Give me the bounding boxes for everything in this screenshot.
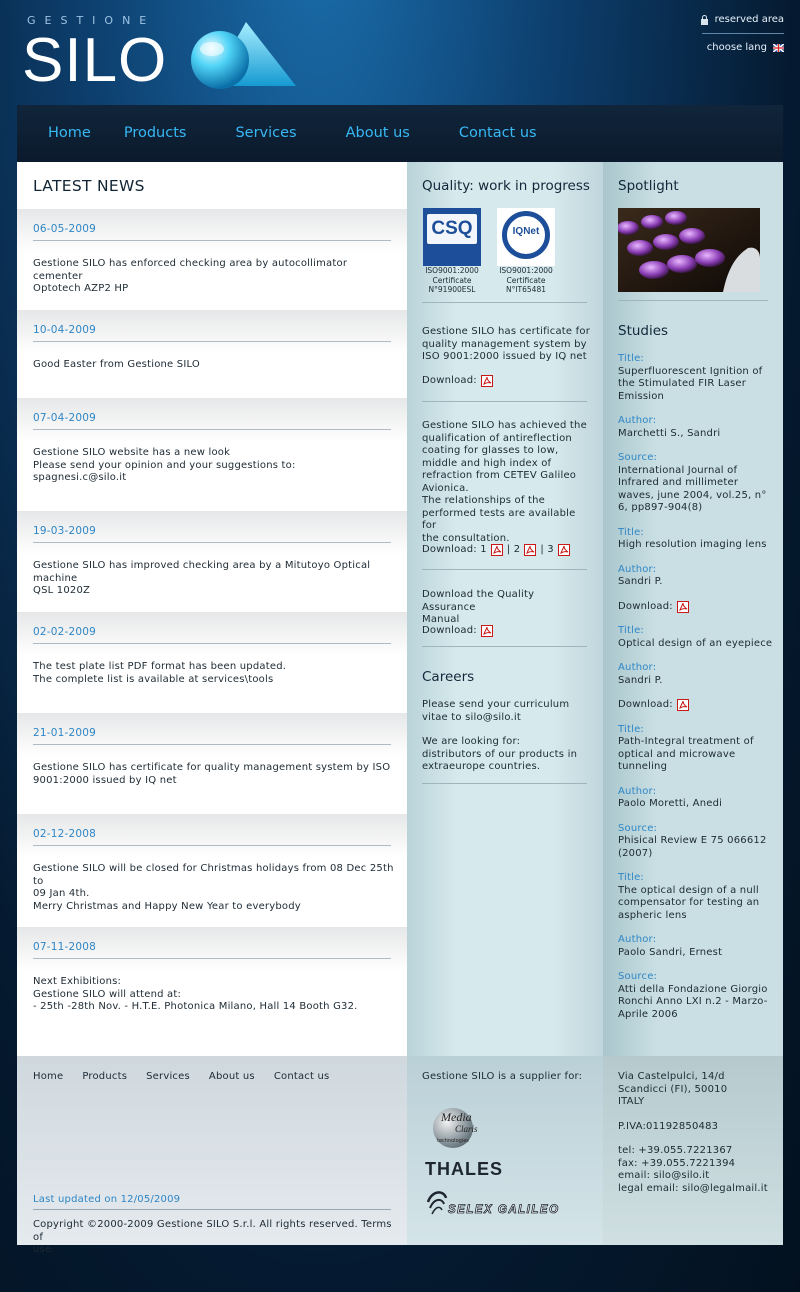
- pdf-icon[interactable]: [677, 699, 689, 711]
- selex-logo: SELEX GALILEO: [426, 1188, 576, 1222]
- quality-title: Quality: work in progress: [422, 178, 590, 194]
- news-line: Gestione SILO will attend at:: [33, 988, 182, 1000]
- footer-link-contact-us[interactable]: Contact us: [273, 1071, 330, 1082]
- news-date[interactable]: 06-05-2009: [33, 223, 97, 235]
- study-author-label: Author:: [618, 563, 657, 575]
- quality-block-3: Download the Quality Assurance Manual: [422, 589, 535, 625]
- study-author-label: Author:: [618, 785, 657, 797]
- download-row: Download:: [422, 625, 493, 638]
- pdf-icon[interactable]: [677, 601, 689, 613]
- study-author: Sandri P.: [618, 576, 663, 587]
- news-date[interactable]: 02-12-2008: [33, 828, 97, 840]
- choose-lang-link[interactable]: [700, 42, 784, 53]
- study-author: Sandri P.: [618, 674, 663, 686]
- fax: fax: +39.055.7221394: [618, 1157, 736, 1169]
- careers-email-link[interactable]: vitae to silo@silo.it: [422, 711, 521, 723]
- phone: tel: +39.055.7221367: [618, 1145, 733, 1156]
- study-source: Atti della Fondazione Giorgio: [618, 983, 768, 995]
- quality-block-1: Gestione SILO has certificate for quality management system by ISO 9001:2000 issued by IQ net: [422, 326, 591, 362]
- study-title-label: Title:: [618, 526, 644, 538]
- pdf-icon[interactable]: [491, 544, 503, 556]
- study-source: International Journal of: [618, 464, 738, 476]
- news-line: Optotech AZP2 HP: [33, 283, 129, 294]
- download-row: Download:: [618, 699, 778, 712]
- spotlight-lens-image[interactable]: [618, 208, 760, 292]
- mediaclaris-logo: Media Claris technologies: [429, 1104, 491, 1150]
- study-title[interactable]: Path-Integral treatment of: [618, 736, 754, 747]
- study-source: waves, june 2004, vol.25, n°: [618, 489, 767, 501]
- nav-products[interactable]: Products: [123, 125, 187, 141]
- study-source-label: Source:: [618, 452, 658, 463]
- footer-link-services[interactable]: Services: [146, 1071, 190, 1082]
- footer-link-home[interactable]: Home: [33, 1071, 64, 1082]
- brand-subtitle: GESTIONE: [27, 14, 156, 27]
- study-title-label: Title:: [618, 625, 644, 636]
- pdf-icon[interactable]: [524, 544, 536, 556]
- download-row: Download:: [618, 601, 778, 614]
- studies-title: Studies: [618, 323, 669, 339]
- nav-about-us[interactable]: About us: [345, 125, 410, 141]
- news-line: Good Easter from Gestione SILO: [33, 359, 200, 370]
- news-line: Gestione SILO has enforced checking area by autocollimator cementer: [33, 258, 348, 282]
- footer-nav: [33, 1071, 348, 1084]
- choose-lang-label: choose lang: [706, 42, 767, 53]
- news-line: Please send your opinion and your suggestions to:: [33, 459, 296, 471]
- selex-swirl-icon: [426, 1188, 448, 1218]
- reserved-area-label: reserved area: [714, 14, 784, 25]
- logo-icon: [190, 20, 300, 95]
- careers-text: Please send your curriculum vitae to silo@silo.it: [422, 699, 590, 724]
- footer-link-about-us[interactable]: About us: [208, 1071, 255, 1082]
- footer-address: [603, 1056, 783, 1245]
- nav-services[interactable]: Services: [235, 125, 297, 141]
- cert2-caption: ISO9001:2000 Certificate N°IT65481: [499, 266, 553, 294]
- uk-flag-icon: [773, 44, 784, 52]
- address-block: Via Castelpulci, 14/d Scandicci (FI), 50010 ITALY P.IVA:01192850483 tel: +39.055.7221367 fax: +39.055.7221394 email: silo@silo.it legal email: silo@legalmail.it: [618, 1071, 780, 1195]
- study-title-label: Title:: [618, 872, 644, 883]
- news-line: Gestione SILO has certificate for quality management system by ISO: [33, 762, 391, 773]
- study-source: 6, pp897-904(8): [618, 502, 703, 513]
- study-title[interactable]: tunneling: [618, 761, 668, 772]
- footer-link-products[interactable]: Products: [82, 1071, 128, 1082]
- download-row-multi: Download: 1 | 2 | 3: [422, 544, 570, 557]
- study-source: Ronchi Anno LXI n.2 - Marzo-: [618, 996, 768, 1007]
- news-line: Merry Christmas and Happy New Year to everybody: [33, 900, 301, 912]
- study-source: Aprile 2006: [618, 1008, 678, 1020]
- study-title[interactable]: aspheric lens: [618, 909, 687, 921]
- study-source-label: Source:: [618, 971, 658, 982]
- legal-email-link[interactable]: legal email: silo@legalmail.it: [618, 1182, 768, 1194]
- footer-left: [17, 1056, 407, 1255]
- quality-column: [407, 162, 603, 1056]
- study-author: Paolo Sandri, Ernest: [618, 946, 723, 958]
- news-date[interactable]: 19-03-2009: [33, 525, 97, 537]
- study-author: Paolo Moretti, Anedi: [618, 798, 723, 809]
- study-author-label: Author:: [618, 415, 657, 426]
- study-source: (2007): [618, 847, 653, 859]
- spotlight-column: [603, 162, 783, 1056]
- news-date[interactable]: 07-04-2009: [33, 412, 97, 424]
- download-row: Download:: [422, 375, 493, 388]
- brand-logo-text[interactable]: SILO: [22, 26, 168, 95]
- study-source-label: Source:: [618, 822, 658, 834]
- quality-block-2: Gestione SILO has achieved the qualification of antireflection coating for glasses to low, middle and high index of refraction from CETEV Galileo Avionica. The relationships of the performed tests are available for the consultation.: [422, 420, 587, 544]
- pdf-icon[interactable]: [481, 375, 493, 387]
- study-source: Infrared and millimeter: [618, 477, 739, 488]
- study-author-label: Author:: [618, 662, 657, 673]
- terms-link[interactable]: use.: [33, 1244, 55, 1255]
- copyright: Copyright ©2000-2009 Gestione SILO S.r.l. All rights reserved. Terms of use.: [33, 1219, 395, 1257]
- news-line: The complete list is available at services\tools: [33, 673, 274, 685]
- vat-number: P.IVA:01192850483: [618, 1120, 719, 1132]
- spotlight-title: Spotlight: [618, 178, 679, 194]
- study-author-label: Author:: [618, 934, 657, 945]
- study-title[interactable]: High resolution imaging lens: [618, 539, 767, 550]
- pdf-icon[interactable]: [481, 625, 493, 637]
- study-title[interactable]: Emission: [618, 390, 665, 402]
- thales-logo: THALES: [425, 1159, 503, 1179]
- pdf-icon[interactable]: [558, 544, 570, 556]
- news-line: 09 Jan 4th.: [33, 888, 90, 899]
- email-link[interactable]: email: silo@silo.it: [618, 1170, 710, 1181]
- news-column: [17, 162, 407, 1056]
- footer-suppliers: [407, 1056, 603, 1245]
- news-title: LATEST NEWS: [33, 177, 145, 195]
- study-title[interactable]: compensator for testing an: [618, 897, 760, 908]
- news-line: QSL 1020Z: [33, 585, 91, 596]
- nav-contact-us[interactable]: Contact us: [458, 125, 537, 141]
- reserved-area-link[interactable]: [700, 14, 784, 25]
- news-date[interactable]: 02-02-2009: [33, 626, 97, 638]
- last-updated: Last updated on 12/05/2009: [33, 1194, 181, 1205]
- study-title[interactable]: The optical design of a null: [618, 884, 759, 896]
- news-date[interactable]: 10-04-2009: [33, 324, 97, 336]
- news-date[interactable]: 07-11-2008: [33, 941, 97, 953]
- study-title-label: Title:: [618, 353, 644, 364]
- lock-icon: [700, 15, 709, 25]
- study-source: Phisical Review E 75 066612: [618, 835, 767, 846]
- news-line: Gestione SILO website has a new look: [33, 447, 231, 458]
- iqnet-logo: IQNet: [497, 208, 555, 266]
- study-title[interactable]: Superfluorescent Ignition of: [618, 365, 763, 377]
- study-author: Marchetti S., Sandri: [618, 427, 721, 439]
- studies-list: [618, 353, 778, 1021]
- news-line: Gestione SILO has improved checking area by a Mitutoyo Optical machine: [33, 560, 371, 584]
- study-title[interactable]: Optical design of an eyepiece: [618, 637, 773, 649]
- news-line: Next Exhibitions:: [33, 976, 122, 987]
- news-email-link[interactable]: spagnesi.c@silo.it: [33, 472, 127, 483]
- main-nav: [17, 105, 783, 162]
- study-title[interactable]: the Stimulated FIR Laser: [618, 378, 747, 389]
- careers-text-2: We are looking for: distributors of our products in extraeurope countries.: [422, 736, 578, 772]
- careers-title: Careers: [422, 669, 475, 685]
- csq-logo: CSQ: [423, 208, 481, 266]
- news-line: The test plate list PDF format has been updated.: [33, 661, 287, 672]
- supplier-heading: Gestione SILO is a supplier for:: [422, 1071, 583, 1082]
- study-title[interactable]: optical and microwave: [618, 748, 736, 760]
- news-line: Gestione SILO will be closed for Christmas holidays from 08 Dec 25th to: [33, 863, 394, 887]
- cert1-caption: ISO9001:2000 Certificate N°91900ESL: [425, 266, 479, 294]
- nav-home[interactable]: Home: [48, 125, 91, 141]
- study-title-label: Title:: [618, 723, 644, 735]
- divider: [702, 33, 784, 34]
- news-line: - 25th -28th Nov. - H.T.E. Photonica Milano, Hall 14 Booth G32.: [33, 1001, 358, 1012]
- news-line: 9001:2000 issued by IQ net: [33, 774, 177, 786]
- news-date[interactable]: 21-01-2009: [33, 727, 97, 739]
